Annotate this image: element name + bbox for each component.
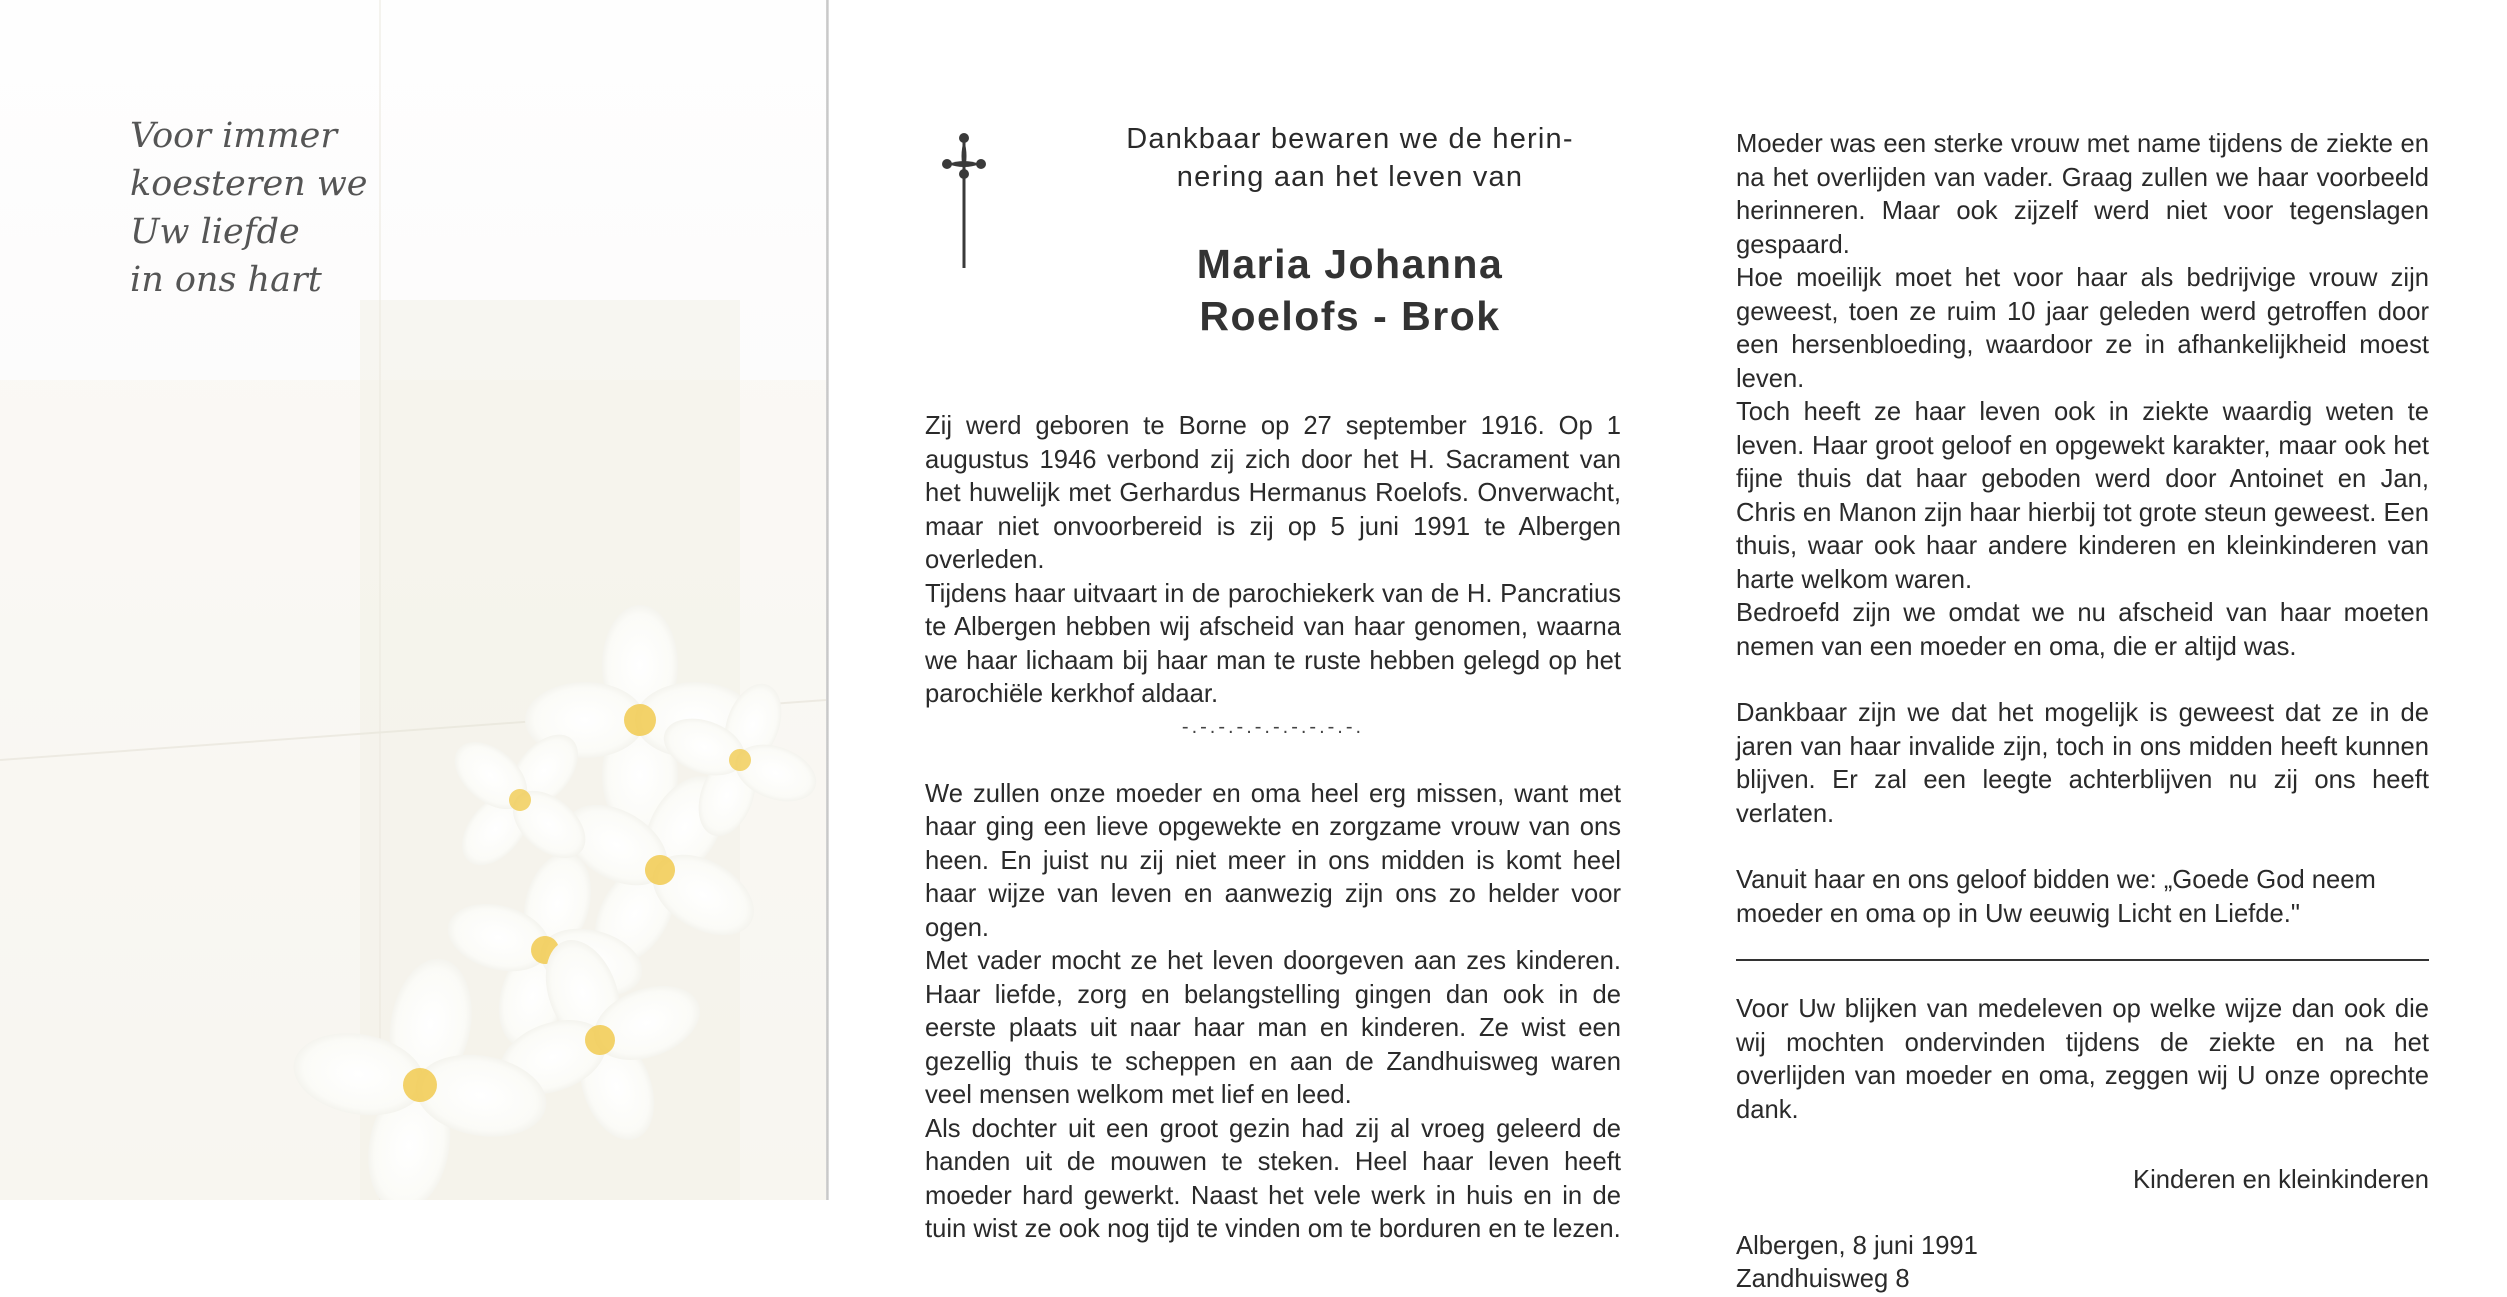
name-line: Roelofs - Brok [1199,293,1501,339]
card-fold [826,0,829,1200]
paragraph: Vanuit haar en ons geloof bidden we: „Goede God neem moeder en oma op in Uw eeuwig Licht en Liefde." [1736,866,2376,928]
deceased-name [1080,238,1620,342]
paragraph: Dankbaar zijn we dat het mogelijk is geweest dat ze in de jaren van haar invalide zijn, toch in ons midden heeft kunnen blijven. Er zal een leegte achterblijven nu zij ons heeft verlaten. [1736,699,2429,828]
poem-line: in ons hart [130,260,322,300]
separator: -.-.-.-.-.-.-.-.-.-. [1181,715,1365,738]
paragraph: Voor Uw blijken van medeleven op welke wijze dan ook die wij mochten ondervinden tijdens de ziekte en na het overlijden van moeder en oma, zeggen wij U onze oprechte dank. [1736,995,2429,1124]
paragraph: Met vader mocht ze het leven doorgeven aan zes kinderen. Haar liefde, zorg en belangstelling gingen dan ook in de eerste plaats uit naar haar man en kinderen. Ze wist een gezellig thuis te scheppen en aan de Zandhuisweg waren veel mensen welkom met lief en leed. [925,947,1621,1109]
poem-line: Uw liefde [130,212,300,252]
place-date: Albergen, 8 juni 1991 [1736,1231,1978,1260]
address: Zandhuisweg 8 [1736,1265,1910,1293]
signature: Kinderen en kleinkinderen [2133,1166,2429,1194]
poem [130,112,368,304]
intro-text [1080,120,1620,196]
poem-line: Voor immer [130,116,338,156]
card-front [0,0,826,1200]
text-column-left [925,410,1621,1247]
text-column-right [1736,128,2429,1297]
divider [1736,959,2429,961]
paragraph: Tijdens haar uitvaart in de parochiekerk van de H. Pancratius te Albergen hebben wij afscheid van haar genomen, waarna we haar lichaam bij haar man te ruste hebben gelegd op het parochiële kerkhof aldaar. [925,579,1621,708]
intro-line: Dankbaar bewaren we de herin- [1126,123,1574,155]
paragraph: Zij werd geboren te Borne op 27 september 1916. Op 1 augustus 1946 verbond zij zich door het H. Sacrament van het huwelijk met Gerhardus Hermanus Roelofs. Onverwacht, maar niet onvoorbereid is zij op 5 juni 1991 te Albergen overleden. [925,412,1621,574]
name-line: Maria Johanna [1196,241,1504,287]
cross-icon [942,132,986,272]
intro-line: nering aan het leven van [1176,161,1524,193]
flower-illustration [0,0,826,1200]
paragraph: Toch heeft ze haar leven ook in ziekte waardig weten te leven. Haar groot geloof en opgewekt karakter, maar ook het fijne thuis dat haar geboden werd door Antoinet en Jan, Chris en Manon zijn haar hierbij tot grote steun geweest. Een thuis, waar ook haar andere kinderen en kleinkinderen van harte welkom waren. [1736,398,2429,594]
paragraph: Bedroefd zijn we omdat we nu afscheid van haar moeten nemen van een moeder en oma, die er altijd was. [1736,599,2429,661]
paragraph: Moeder was een sterke vrouw met name tijdens de ziekte en na het overlijden van vader. Graag zullen we haar voorbeeld herinneren. Maar ook zijzelf werd niet voor tegenslagen gespaard. [1736,130,2429,259]
paragraph: We zullen onze moeder en oma heel erg missen, want met haar ging een lieve opgewekte en zorgzame vrouw van ons heen. En juist nu zij niet meer in ons midden is komt heel haar wijze van leven en aanwezig zijn ons zo helder voor ogen. [925,779,1621,942]
poem-line: koesteren we [130,164,368,204]
paragraph: Als dochter uit een groot gezin had zij al vroeg geleerd de handen uit de mouwen te steken. Heel haar leven heeft moeder hard gewerkt. Naast het vele werk in huis en in de tuin wist ze ook nog tijd te vinden om te borduren en te lezen. [925,1114,1621,1243]
paragraph: Hoe moeilijk moet het voor haar als bedrijvige vrouw zijn geweest, toen ze ruim 10 jaar geleden werd getroffen door een hersenbloeding, waardoor ze in afhankelijkheid moest leven. [1736,264,2429,393]
